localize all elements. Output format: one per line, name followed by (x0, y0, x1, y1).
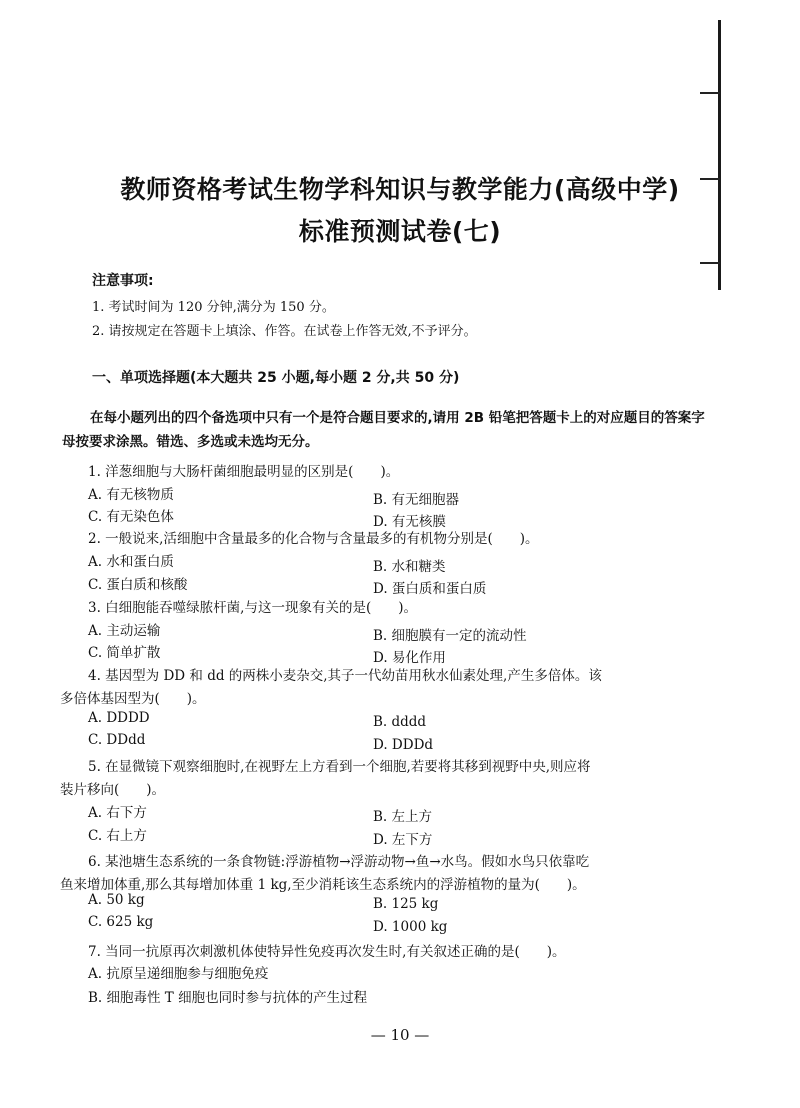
question-stem: 3. 白细胞能吞噬绿脓杆菌,与这一现象有关的是( )。 (88, 600, 417, 616)
option-b: B. 左上方 (373, 809, 433, 825)
question-stem-continued: 多倍体基因型为( )。 (60, 691, 206, 707)
question-stem: 4. 基因型为 DD 和 dd 的两株小麦杂交,其子一代幼苗用秋水仙素处理,产生多倍体。该 (88, 668, 602, 684)
option-b: B. 细胞毒性 T 细胞也同时参与抗体的产生过程 (88, 990, 368, 1006)
option-c: C. 右上方 (88, 828, 147, 844)
page-number: — 10 — (370, 1026, 430, 1044)
option-d: D. 易化作用 (373, 650, 446, 666)
option-a: A. 主动运输 (88, 623, 161, 639)
option-c: C. DDdd (88, 732, 146, 748)
option-a: A. DDDD (88, 710, 150, 726)
option-c: C. 简单扩散 (88, 645, 161, 661)
scan-mark (700, 92, 720, 94)
option-a: A. 抗原呈递细胞参与细胞免疫 (88, 966, 269, 982)
option-c: C. 蛋白质和核酸 (88, 577, 188, 593)
option-b: B. 有无细胞器 (373, 492, 460, 508)
scan-edge-line (718, 20, 721, 290)
question-stem: 5. 在显微镜下观察细胞时,在视野左上方看到一个细胞,若要将其移到视野中央,则应将 (88, 759, 591, 775)
paper-title: 教师资格考试生物学科知识与教学能力(高级中学) (120, 175, 680, 204)
notice-heading: 注意事项: (92, 273, 154, 289)
question-stem: 6. 某池塘生态系统的一条食物链:浮游植物→浮游动物→鱼→水鸟。假如水鸟只依靠吃 (88, 854, 590, 870)
option-d: D. 1000 kg (373, 919, 448, 935)
question-stem-continued: 装片移向( )。 (60, 782, 166, 798)
notice-item: 1. 考试时间为 120 分钟,满分为 150 分。 (92, 300, 335, 315)
option-a: A. 有无核物质 (88, 487, 174, 503)
option-b: B. dddd (373, 714, 427, 730)
question-stem: 2. 一般说来,活细胞中含量最多的化合物与含量最多的有机物分别是( )。 (88, 531, 539, 547)
option-b: B. 水和糖类 (373, 559, 446, 575)
option-b: B. 细胞膜有一定的流动性 (373, 628, 527, 644)
scan-mark (700, 262, 720, 264)
section-instruction: 在每小题列出的四个备选项中只有一个是符合题目要求的,请用 2B 铅笔把答题卡上的对应题目的答案字母按要求涂黑。错选、多选或未选均无分。 (62, 410, 705, 450)
option-d: D. 有无核膜 (373, 514, 446, 530)
question-stem: 7. 当同一抗原再次刺激机体使特异性免疫再次发生时,有关叙述正确的是( )。 (88, 944, 566, 960)
option-d: D. DDDd (373, 737, 434, 753)
question-stem-continued: 鱼来增加体重,那么其每增加体重 1 kg,至少消耗该生态系统内的浮游植物的量为( )。 (60, 877, 586, 893)
option-c: C. 625 kg (88, 914, 154, 930)
option-d: D. 蛋白质和蛋白质 (373, 581, 487, 597)
question-stem: 1. 洋葱细胞与大肠杆菌细胞最明显的区别是( )。 (88, 464, 400, 480)
option-a: A. 右下方 (88, 805, 147, 821)
paper-subtitle: 标准预测试卷(七) (298, 217, 502, 246)
notice-item: 2. 请按规定在答题卡上填涂、作答。在试卷上作答无效,不予评分。 (92, 324, 477, 339)
option-a: A. 水和蛋白质 (88, 554, 174, 570)
section-heading: 一、单项选择题(本大题共 25 小题,每小题 2 分,共 50 分) (92, 370, 460, 386)
option-d: D. 左下方 (373, 832, 433, 848)
option-a: A. 50 kg (88, 892, 145, 908)
option-b: B. 125 kg (373, 896, 439, 912)
option-c: C. 有无染色体 (88, 509, 174, 525)
